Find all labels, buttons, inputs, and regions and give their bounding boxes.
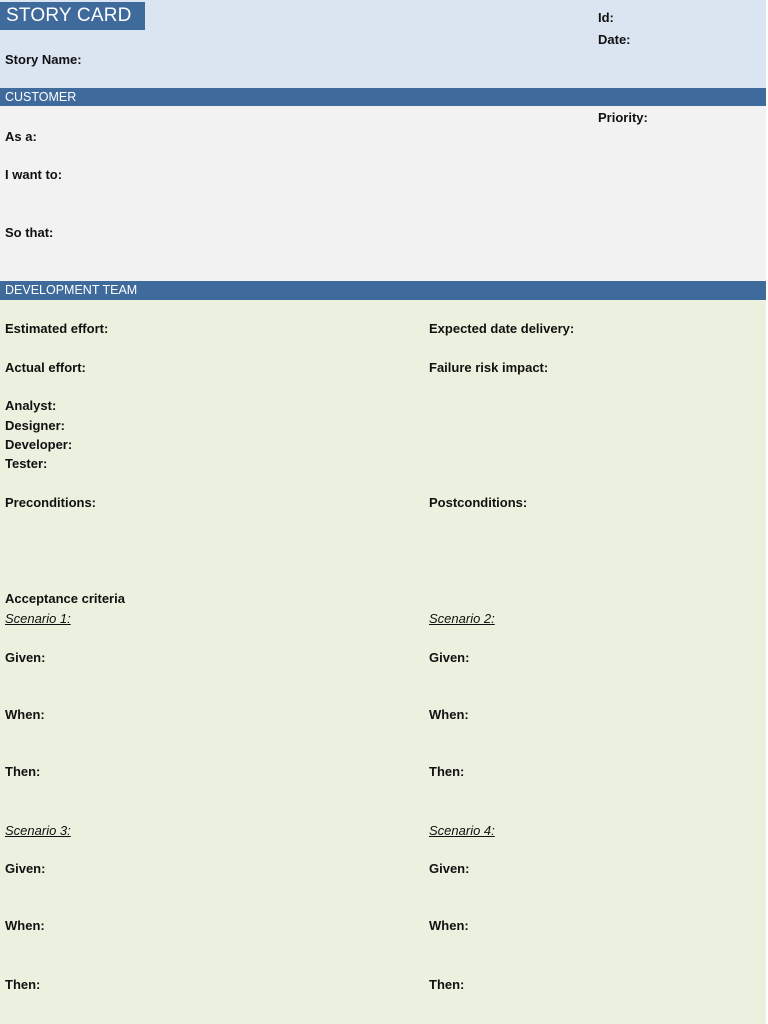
scenario-4-given-label: Given: bbox=[429, 861, 470, 876]
estimated-effort-label: Estimated effort: bbox=[5, 321, 109, 336]
expected-date-label: Expected date delivery: bbox=[429, 321, 575, 336]
scenario-3-then-label: Then: bbox=[5, 977, 41, 992]
scenario-2-title: Scenario 2: bbox=[429, 611, 495, 626]
acceptance-criteria-label: Acceptance criteria bbox=[5, 591, 125, 606]
failure-risk-label: Failure risk impact: bbox=[429, 360, 549, 375]
scenario-4-when-label: When: bbox=[429, 918, 469, 933]
date-label: Date: bbox=[598, 32, 631, 47]
designer-label: Designer: bbox=[5, 418, 65, 433]
scenario-3-title: Scenario 3: bbox=[5, 823, 71, 838]
scenario-4-title: Scenario 4: bbox=[429, 823, 495, 838]
i-want-to-label: I want to: bbox=[5, 167, 63, 182]
scenario-2-when-label: When: bbox=[429, 707, 469, 722]
development-section bbox=[0, 300, 766, 1024]
scenario-1-then-label: Then: bbox=[5, 764, 41, 779]
id-label: Id: bbox=[598, 10, 614, 25]
page-title: STORY CARD bbox=[0, 2, 145, 30]
scenario-1-when-label: When: bbox=[5, 707, 45, 722]
scenario-1-given-label: Given: bbox=[5, 650, 46, 665]
preconditions-label: Preconditions: bbox=[5, 495, 97, 510]
scenario-1-title: Scenario 1: bbox=[5, 611, 71, 626]
tester-label: Tester: bbox=[5, 456, 48, 471]
scenario-3-given-label: Given: bbox=[5, 861, 46, 876]
scenario-3-when-label: When: bbox=[5, 918, 45, 933]
story-name-label: Story Name: bbox=[5, 52, 82, 67]
scenario-2-given-label: Given: bbox=[429, 650, 470, 665]
scenario-4-then-label: Then: bbox=[429, 977, 465, 992]
priority-label: Priority: bbox=[598, 110, 648, 125]
customer-section bbox=[0, 106, 766, 281]
customer-section-title: CUSTOMER bbox=[5, 90, 77, 104]
customer-section-bar bbox=[0, 88, 766, 106]
as-a-label: As a: bbox=[5, 129, 37, 144]
development-section-title: DEVELOPMENT TEAM bbox=[5, 283, 138, 297]
actual-effort-label: Actual effort: bbox=[5, 360, 86, 375]
analyst-label: Analyst: bbox=[5, 398, 57, 413]
postconditions-label: Postconditions: bbox=[429, 495, 528, 510]
development-section-bar bbox=[0, 281, 766, 300]
scenario-2-then-label: Then: bbox=[429, 764, 465, 779]
so-that-label: So that: bbox=[5, 225, 54, 240]
developer-label: Developer: bbox=[5, 437, 73, 452]
